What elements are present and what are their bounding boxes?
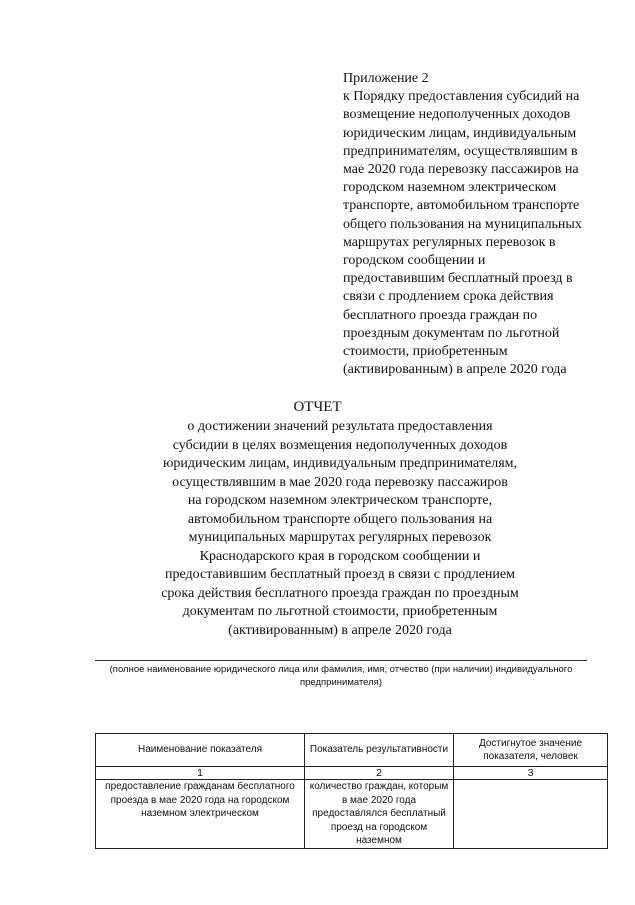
- report-line: автомобильном транспорте общего пользования на: [187, 511, 493, 527]
- signature-caption: [95, 663, 587, 689]
- header-performance-indicator: Показатель результативности: [305, 734, 454, 767]
- table-header-row: [96, 734, 608, 767]
- signature-caption-line: (полное наименование юридического лица или фамилия, имя, отчество (при наличии) индивидуального: [109, 664, 573, 675]
- report-line: документам по льготной стоимости, приобретенным: [182, 604, 498, 619]
- signature-line: [95, 660, 587, 661]
- report-line: (активированным) в апреле 2020 года: [228, 622, 452, 638]
- appendix-line: мае 2020 года перевозку пассажиров на: [343, 162, 579, 178]
- appendix-line: городском сообщении и: [343, 253, 486, 269]
- appendix-line: предпринимателям, осуществлявшим в: [343, 143, 578, 159]
- appendix-line: маршрутах регулярных перевозок в: [343, 234, 556, 250]
- report-subtitle: [0, 418, 635, 640]
- report-title: ОТЧЕТ: [293, 399, 342, 415]
- report-line: о достижении значений результата предоставления: [187, 419, 493, 434]
- column-number: 3: [454, 767, 608, 780]
- report-line: предоставившим бесплатный проезд в связи с продлением: [165, 567, 515, 582]
- cell-performance-indicator: количество граждан, которым в мае 2020 года предоставлялся бесплатный проезд на городском наземном: [305, 780, 454, 849]
- report-line: юридическим лицам, индивидуальным предпринимателям,: [162, 456, 518, 471]
- signature-caption-line: предпринимателя): [299, 677, 382, 688]
- cell-indicator-name: предоставление гражданам бесплатного проезда в мае 2020 года на городском наземном электрическом: [96, 780, 305, 849]
- appendix-line: возмещение недополученных доходов: [343, 107, 571, 123]
- table-number-row: [96, 767, 608, 780]
- appendix-line: стоимости, приобретенным: [343, 344, 508, 360]
- appendix-line: бесплатного проезда граждан по: [343, 307, 538, 323]
- table-row: [96, 780, 608, 849]
- appendix-block: [343, 70, 613, 379]
- column-number: 2: [305, 767, 454, 780]
- appendix-line: транспорте, автомобильном транспорте: [343, 198, 580, 214]
- appendix-line: к Порядку предоставления субсидий на: [343, 89, 580, 105]
- header-indicator-name: Наименование показателя: [96, 734, 305, 767]
- report-line: срока действия бесплатного проезда граждан по проездным: [161, 585, 519, 601]
- report-line: субсидии в целях возмещения недополученных доходов: [172, 437, 508, 453]
- appendix-title: Приложение 2: [343, 71, 429, 86]
- column-number: 1: [96, 767, 305, 780]
- appendix-line: общего пользования на муниципальных: [343, 216, 582, 232]
- appendix-line: проездным документам по льготной: [343, 325, 560, 341]
- appendix-line: юридическим лицам, индивидуальным: [343, 125, 577, 141]
- indicator-table: [95, 733, 608, 849]
- header-achieved-value: Достигнутое значение показателя, человек: [454, 734, 608, 767]
- appendix-line: городском наземном электрическом: [343, 180, 557, 196]
- report-line: на городском наземном электрическом транспорте,: [187, 493, 493, 508]
- appendix-line: (активированным) в апреле 2020 года: [343, 362, 567, 378]
- cell-achieved-value: [454, 780, 608, 849]
- report-line: муниципальных маршрутах регулярных перевозок: [188, 530, 492, 545]
- appendix-line: предоставившим бесплатный проезд в: [343, 271, 573, 287]
- report-line: Краснодарского края в городском сообщении и: [199, 548, 481, 564]
- report-line: осуществлявшим в мае 2020 года перевозку пассажиров: [172, 474, 508, 490]
- appendix-line: связи с продлением срока действия: [343, 289, 554, 305]
